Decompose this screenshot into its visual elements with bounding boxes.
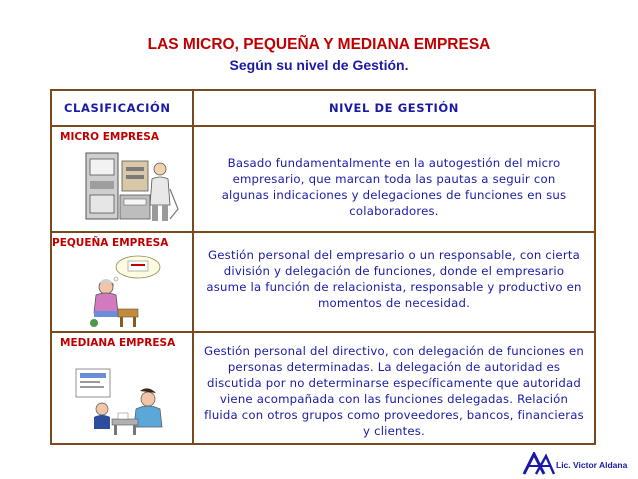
row-label-mediana: MEDIANA EMPRESA [60, 337, 176, 349]
column-header-classification: CLASIFICACIÓN [51, 90, 193, 126]
row-label-pequena: PEQUEÑA EMPRESA [52, 237, 169, 249]
column-header-management-level: NIVEL DE GESTIÓN [193, 90, 595, 126]
author-name: Lic. Victor Aldana [556, 460, 628, 470]
table-row [51, 126, 595, 232]
management-level-table [50, 89, 596, 445]
page-title: LAS MICRO, PEQUEÑA Y MEDIANA EMPRESA [147, 36, 491, 53]
row-description-mediana: Gestión personal del directivo, con delegación de funciones en personas determinadas. La delegación de autoridad es discutida por no determinarse específicamente que autoridad viene acompañada con las funciones delegadas. Relación fluida con otros grupos como proveedores, bancos, financieras y clientes. [203, 344, 585, 438]
row-description-micro: Basado fundamentalmente en la autogestión del micro empresario, que marcan toda las pautas a seguir con algunas indicaciones y delegaciones de funciones en sus colaboradores. [221, 156, 567, 218]
description-cell [193, 332, 595, 444]
micro-workshop-illustration [82, 149, 182, 227]
description-cell [193, 126, 595, 232]
table-header-row [51, 90, 595, 126]
row-description-pequena: Gestión personal del empresario o un responsable, con cierta división y delegación de funciones, donde el empresario asume la función de relacionista, responsable y productivo en momentos de necesidad. [206, 248, 582, 310]
medium-business-meeting-illustration [74, 359, 174, 437]
table-row [51, 332, 595, 444]
classification-cell [51, 232, 193, 332]
page-subtitle: Según su nivel de Gestión. [229, 57, 409, 73]
row-label-micro: MICRO EMPRESA [60, 131, 159, 143]
description-cell [193, 232, 595, 332]
classification-cell [51, 126, 193, 232]
small-business-illustration [80, 253, 172, 329]
table-row [51, 232, 595, 332]
classification-cell [51, 332, 193, 444]
